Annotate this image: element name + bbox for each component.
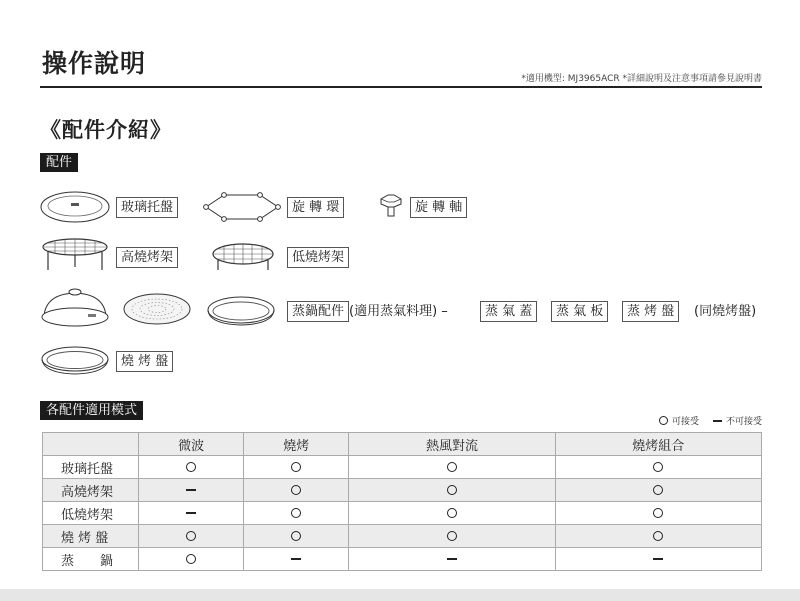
mode-cell	[349, 525, 555, 548]
header-divider	[40, 86, 762, 88]
modes-tag: 各配件適用模式	[40, 401, 143, 420]
table-row	[43, 502, 762, 525]
label-steamer-set: 蒸鍋配件	[287, 301, 349, 322]
mode-cell	[555, 502, 761, 525]
legend-ok-label: 可接受	[671, 417, 699, 427]
table-header-cell: 微波	[139, 433, 244, 456]
glass-tray-illustration	[40, 190, 110, 224]
label-steamer-tray: 蒸 烤 盤	[622, 301, 679, 322]
grill-tray-illustration	[40, 344, 110, 378]
acceptable-icon	[653, 508, 663, 518]
table-row	[43, 479, 762, 502]
acceptable-icon	[291, 462, 301, 472]
table-header-cell: 燒烤組合	[555, 433, 761, 456]
legend-not-ok-label: 不可接受	[725, 417, 762, 427]
mode-cell	[555, 456, 761, 479]
low-rack-illustration	[210, 240, 276, 274]
footer-bar	[0, 589, 800, 601]
steamer-plate-illustration	[122, 292, 192, 326]
label-turntable-shaft: 旋 轉 軸	[410, 197, 467, 218]
mode-cell	[555, 548, 761, 571]
high-rack-illustration	[40, 236, 110, 276]
turntable-ring-illustration	[202, 190, 282, 224]
acceptable-icon	[447, 462, 457, 472]
mode-cell	[349, 502, 555, 525]
acceptable-icon	[653, 462, 663, 472]
acceptable-icon	[291, 508, 301, 518]
mode-cell	[244, 502, 349, 525]
acceptable-icon	[186, 554, 196, 564]
mode-cell	[139, 525, 244, 548]
accessory-name-cell: 蒸 鍋	[43, 548, 139, 571]
page-title: 操作說明	[42, 49, 147, 78]
mode-cell	[555, 525, 761, 548]
model-note: *適用機型: MJ3965ACR *詳細說明及注意事項請參見說明書	[521, 74, 762, 84]
label-steamer-plate: 蒸 氣 板	[551, 301, 608, 322]
accessory-modes-table	[42, 432, 762, 571]
acceptable-icon	[653, 485, 663, 495]
label-turntable-ring: 旋 轉 環	[287, 197, 344, 218]
table-header-cell: 熱風對流	[349, 433, 555, 456]
acceptable-icon	[291, 485, 301, 495]
not-acceptable-icon	[447, 558, 457, 560]
label-steamer-lid: 蒸 氣 蓋	[480, 301, 537, 322]
label-grill-tray: 燒 烤 盤	[116, 351, 173, 372]
acceptable-icon	[653, 531, 663, 541]
mode-cell	[555, 479, 761, 502]
acceptable-icon	[447, 531, 457, 541]
mode-cell	[244, 456, 349, 479]
table-row	[43, 456, 762, 479]
table-header-cell	[43, 433, 139, 456]
steamer-tray-note: (同燒烤盤)	[694, 304, 757, 319]
mode-cell	[139, 502, 244, 525]
mode-cell	[139, 548, 244, 571]
mode-cell	[349, 548, 555, 571]
legend	[659, 414, 762, 427]
steamer-note: (適用蒸氣料理) –	[349, 304, 448, 319]
table-header-row	[43, 433, 762, 456]
steamer-lid-illustration	[40, 286, 110, 330]
not-acceptable-icon	[653, 558, 663, 560]
mode-cell	[139, 479, 244, 502]
table-row	[43, 548, 762, 571]
mode-cell	[244, 525, 349, 548]
accessory-name-cell: 高燒烤架	[43, 479, 139, 502]
acceptable-icon	[447, 508, 457, 518]
turntable-shaft-illustration	[376, 193, 406, 219]
label-high-rack: 高燒烤架	[116, 247, 178, 268]
legend-ok-icon	[659, 416, 668, 425]
mode-cell	[139, 456, 244, 479]
table-header-cell: 燒烤	[244, 433, 349, 456]
label-low-rack: 低燒烤架	[287, 247, 349, 268]
accessory-name-cell: 燒 烤 盤	[43, 525, 139, 548]
mode-cell	[244, 479, 349, 502]
accessory-name-cell: 低燒烤架	[43, 502, 139, 525]
mode-cell	[349, 456, 555, 479]
acceptable-icon	[447, 485, 457, 495]
not-acceptable-icon	[186, 512, 196, 514]
accessory-name-cell: 玻璃托盤	[43, 456, 139, 479]
section-title: 《配件介紹》	[40, 118, 172, 142]
mode-cell	[244, 548, 349, 571]
not-acceptable-icon	[186, 489, 196, 491]
accessories-tag: 配件	[40, 153, 78, 172]
steamer-tray-illustration	[206, 294, 276, 328]
not-acceptable-icon	[291, 558, 301, 560]
acceptable-icon	[186, 462, 196, 472]
legend-not-ok-icon	[713, 420, 722, 422]
acceptable-icon	[291, 531, 301, 541]
mode-cell	[349, 479, 555, 502]
table-row	[43, 525, 762, 548]
acceptable-icon	[186, 531, 196, 541]
label-glass-tray: 玻璃托盤	[116, 197, 178, 218]
